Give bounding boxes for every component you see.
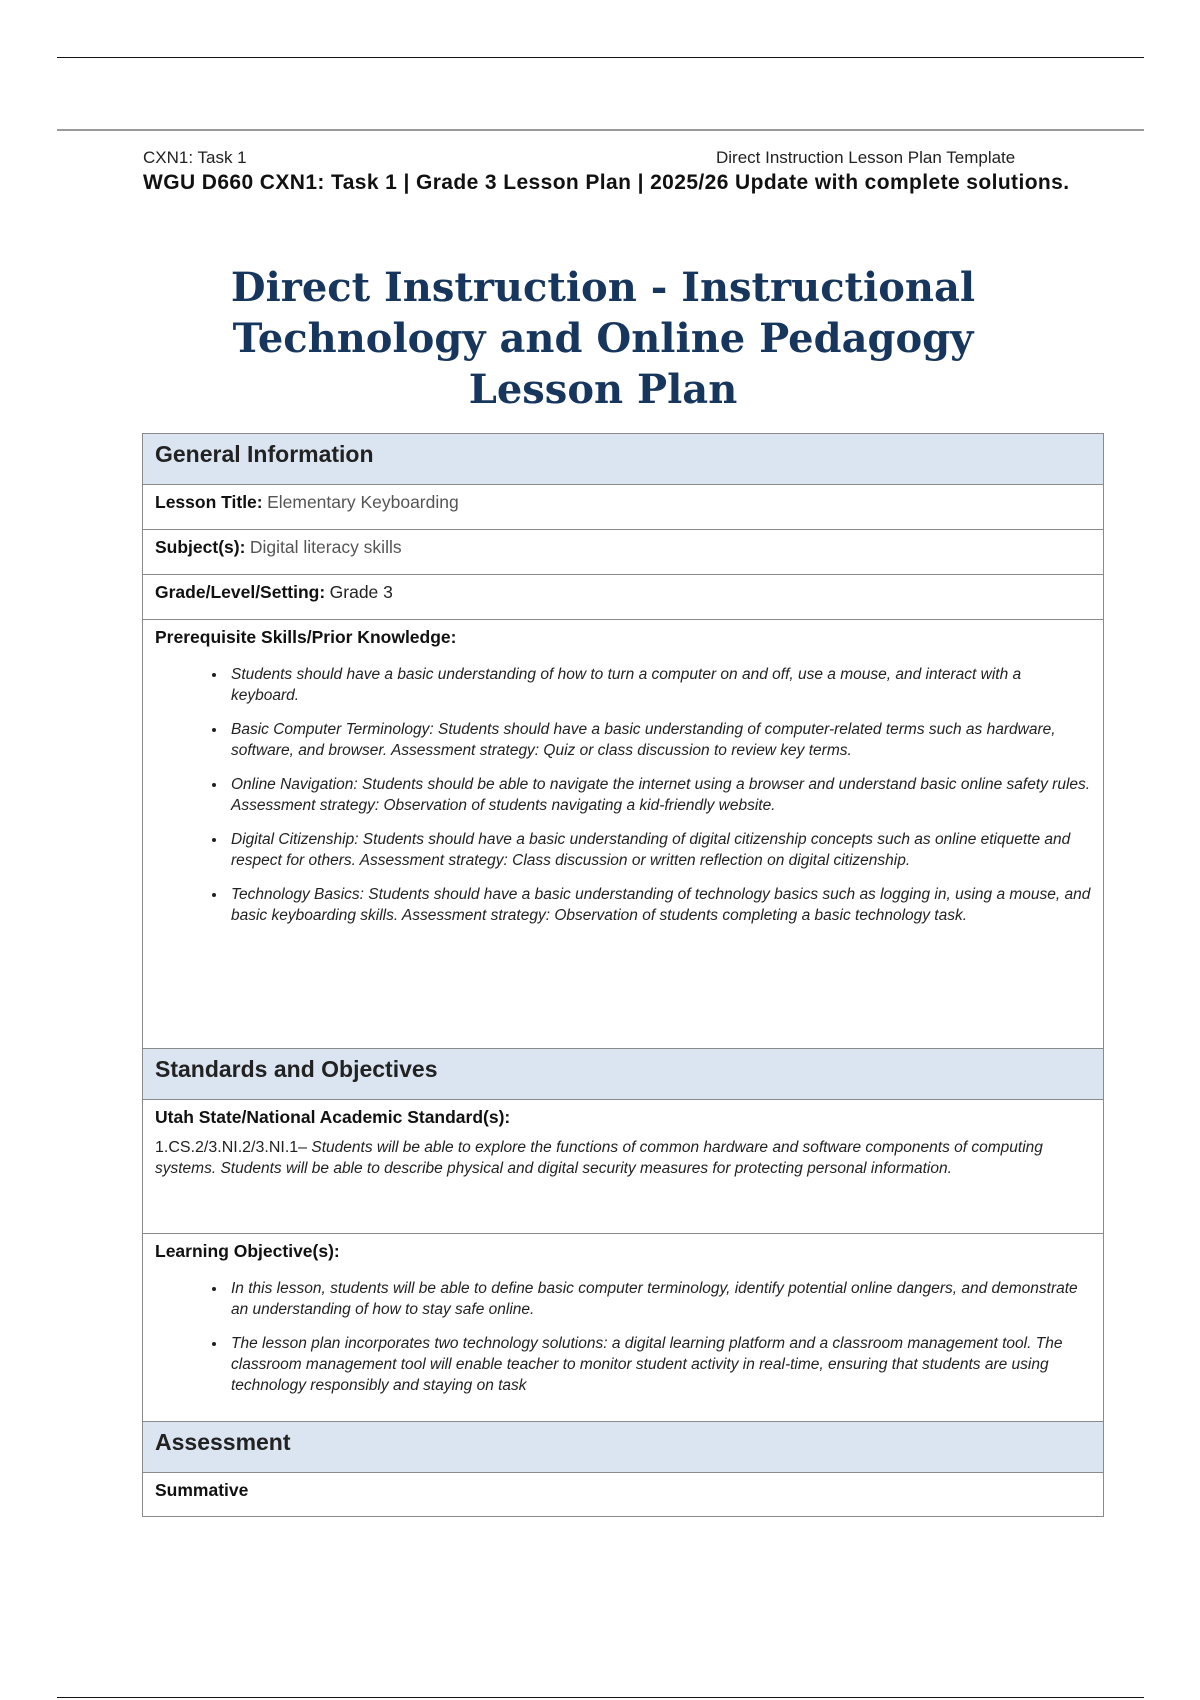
list-item: • The lesson plan incorporates two technology solutions: a digital learning platform and a classroom management tool. The classroom management tool will enable teacher to monitor student activity in real-time, ensuring that students are using technology responsibly and staying on task xyxy=(227,1333,1091,1396)
list-item: • Online Navigation: Students should be able to navigate the internet using a browser and understand basic online safety rules. Assessment strategy: Observation of students navigating a kid-friendly website. xyxy=(227,774,1091,816)
subjects-label: Subject(s): xyxy=(155,537,246,557)
section-heading: Standards and Objectives xyxy=(155,1056,438,1082)
row-grade-level xyxy=(143,575,1104,620)
grade-value: Grade 3 xyxy=(329,582,393,602)
title-line-1: Direct Instruction - Instructional xyxy=(230,264,976,311)
summative-label: Summative xyxy=(155,1480,249,1500)
section-heading: Assessment xyxy=(155,1429,291,1455)
standard-body xyxy=(155,1128,1091,1179)
running-header-left: CXN1: Task 1 xyxy=(143,148,247,167)
lesson-title-value: Elementary Keyboarding xyxy=(267,492,459,512)
header-rule xyxy=(57,129,1144,131)
lesson-title-label: Lesson Title: xyxy=(155,492,263,512)
prereq-label: Prerequisite Skills/Prior Knowledge: xyxy=(155,627,457,647)
section-standards-objectives xyxy=(143,1049,1104,1100)
running-header-right: Direct Instruction Lesson Plan Template xyxy=(716,148,1016,167)
bottom-rule xyxy=(57,1697,1144,1698)
row-summative xyxy=(143,1473,1104,1517)
page-title xyxy=(143,262,1063,415)
standard-description: Students will be able to explore the functions of common hardware and software components of computing systems. Students will be able to describe physical and digital security measures for protecting personal information. xyxy=(155,1139,1043,1177)
list-item: • Technology Basics: Students should have a basic understanding of technology basics such as logging in, using a mouse, and basic keyboarding skills. Assessment strategy: Observation of students completing a basic technology task. xyxy=(227,884,1091,926)
row-lesson-title xyxy=(143,485,1104,530)
running-header xyxy=(143,148,1063,168)
standards-label: Utah State/National Academic Standard(s): xyxy=(155,1107,511,1127)
list-item: • Basic Computer Terminology: Students should have a basic understanding of computer-related terms such as hardware, software, and browser. Assessment strategy: Quiz or class discussion to review key terms. xyxy=(227,719,1091,761)
list-item: • In this lesson, students will be able to define basic computer terminology, identify potential online dangers, and demonstrate an understanding of how to stay safe online. xyxy=(227,1278,1091,1320)
objectives-label: Learning Objective(s): xyxy=(155,1241,340,1261)
list-item: • Digital Citizenship: Students should have a basic understanding of digital citizenship concepts such as online etiquette and respect for others. Assessment strategy: Class discussion or written reflection on digital citizenship. xyxy=(227,829,1091,871)
title-line-3: Lesson Plan xyxy=(468,366,738,413)
top-rule xyxy=(57,57,1144,58)
row-standards xyxy=(143,1100,1104,1234)
objectives-list xyxy=(155,1278,1091,1396)
section-assessment xyxy=(143,1422,1104,1473)
row-learning-objectives xyxy=(143,1234,1104,1422)
lesson-plan-table xyxy=(142,433,1104,1517)
prereq-list xyxy=(155,664,1091,926)
section-general-information xyxy=(143,434,1104,485)
document-banner: WGU D660 CXN1: Task 1 | Grade 3 Lesson Plan | 2025/26 Update with complete solutions. xyxy=(143,171,1070,194)
row-prerequisites xyxy=(143,620,1104,1049)
section-heading: General Information xyxy=(155,441,374,467)
grade-label: Grade/Level/Setting: xyxy=(155,582,326,602)
standard-code: 1.CS.2/3.NI.2/3.NI.1– xyxy=(155,1139,308,1156)
list-item: • Students should have a basic understanding of how to turn a computer on and off, use a mouse, and interact with a keyboard. xyxy=(227,664,1091,706)
title-line-2: Technology and Online Pedagogy xyxy=(232,315,974,362)
row-subjects xyxy=(143,530,1104,575)
subjects-value: Digital literacy skills xyxy=(249,537,402,557)
